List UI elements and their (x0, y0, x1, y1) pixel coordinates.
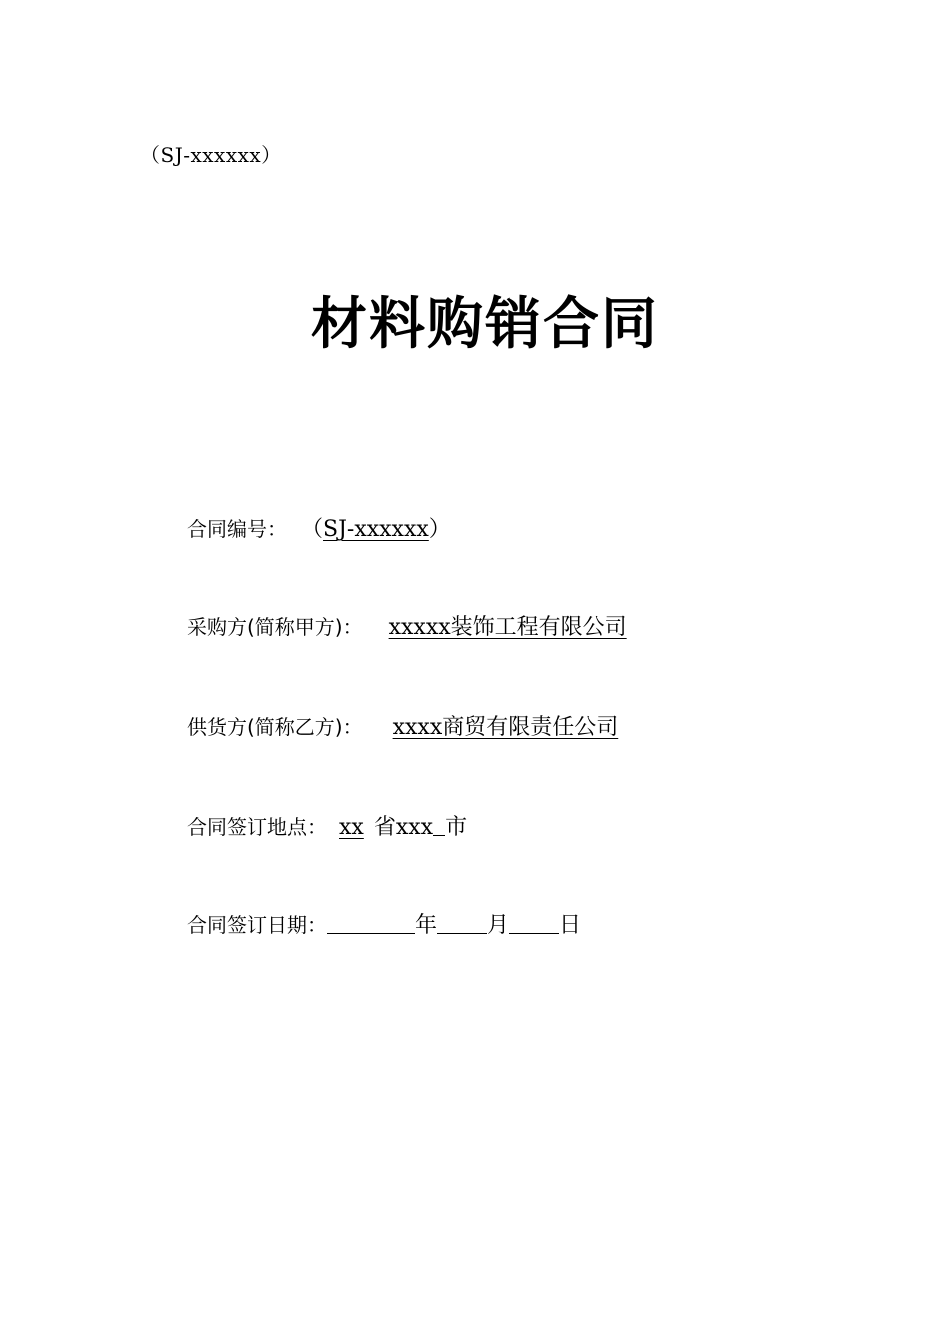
city-unit: 市 (445, 815, 468, 840)
supplier-row (187, 710, 632, 741)
buyer-value: xxxxx装饰工程有限公司 (388, 615, 627, 640)
contract-number-close-paren: ） (428, 517, 451, 542)
month-blank (437, 932, 487, 934)
city-value: xxx (395, 815, 434, 840)
year-unit: 年 (415, 913, 438, 938)
document-title: 材料购销合同 (311, 292, 659, 357)
province-value: xx (339, 815, 364, 840)
supplier-label: 供货方(简称乙方)： (187, 715, 363, 739)
supplier-value: xxxx商贸有限责任公司 (392, 715, 619, 740)
buyer-row (187, 610, 629, 641)
buyer-label: 采购方(简称甲方)： (187, 615, 363, 639)
signing-place-row (187, 810, 467, 841)
city-blank (433, 834, 445, 836)
province-unit: 省 (373, 815, 396, 840)
contract-number-open-paren: （ (301, 517, 324, 542)
signing-place-label: 合同签订地点： (187, 815, 327, 839)
document-code: （SJ-xxxxxx） (140, 143, 282, 167)
signing-date-label: 合同签订日期： (187, 913, 327, 937)
day-unit: 日 (559, 913, 582, 938)
month-unit: 月 (487, 913, 510, 938)
day-blank (509, 932, 559, 934)
contract-number-label: 合同编号： (187, 517, 287, 541)
signing-date-row (187, 908, 581, 939)
contract-number-row (187, 512, 451, 543)
contract-number-value: SJ-xxxxxx (323, 517, 429, 542)
year-blank (327, 932, 415, 934)
